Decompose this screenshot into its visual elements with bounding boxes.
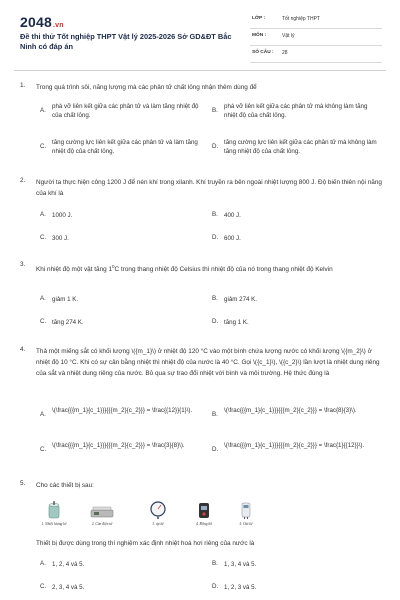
pressure-gauge-icon: [148, 500, 168, 520]
device-electronic-scale: [78, 500, 126, 532]
question-text: Cho các thiết bị sau:: [36, 482, 94, 489]
option-letter: C.: [40, 234, 47, 241]
option-letter: C.: [40, 318, 47, 325]
option-letter: B.: [212, 295, 218, 302]
header-divider: [14, 70, 386, 71]
option-text: tăng cường lực liên kết giữa các phân tử và làm tăng nhiệt độ của chất lỏng.: [52, 139, 198, 155]
meta-value: Vật lý: [282, 33, 295, 39]
option-letter: A.: [40, 411, 46, 418]
page-header: [0, 0, 400, 70]
option-letter: A.: [40, 211, 46, 218]
option-d[interactable]: [212, 441, 382, 461]
question-text: Thả một miếng sắt có khối lượng \({m_1}\) ở nhiệt độ 120 °C vào một bình chứa lượng nước có khối lượng \({m_2}\) ở nhiệt độ 10 °C. Khi có sự cân bằng nhiệt thì nhiệt độ của nước là 40 °C. Gọi \({c_1}\), \({c_2}\) lần lượt là nhiệt dung riêng của sắt và nhiệt dung riêng của nước. Bỏ qua sự trao đổi nhiệt với bình và môi trường. Hệ thức đúng là: [36, 348, 380, 377]
device-wattmeter: [222, 500, 270, 532]
option-text: \(\frac{{{m_1}{c_1}}}{{{m_2}{c_2}}} = \frac{3}{8}\).: [52, 442, 185, 449]
device-caption: 5. Oát kế: [239, 522, 253, 526]
option-text: 2, 3, 4 và 5.: [52, 584, 85, 591]
option-text: 300 J.: [52, 235, 69, 242]
option-letter: C.: [40, 446, 47, 453]
option-letter: D.: [212, 446, 219, 453]
question-text: Trong quá trình sôi, năng lượng mà các phân tử chất lỏng nhận thêm dùng để: [36, 84, 257, 91]
option-letter: C.: [40, 583, 47, 590]
option-d[interactable]: [212, 138, 382, 158]
question-number: 1.: [20, 82, 26, 89]
option-letter: A.: [40, 295, 46, 302]
meta-key: SỐ CÂU :: [252, 50, 274, 55]
option-text: phá vỡ liên kết giữa các phân tử mà không làm tăng nhiệt độ của chất lỏng.: [224, 103, 368, 119]
scale-icon: [89, 500, 115, 520]
option-text: 1, 2, 3 và 5.: [224, 584, 257, 591]
device-caption: 2. Cân điện tử: [91, 522, 113, 526]
option-letter: A.: [40, 560, 46, 567]
option-letter: C.: [40, 143, 47, 150]
option-text: 400 J.: [224, 212, 241, 219]
option-letter: B.: [212, 560, 218, 567]
meta-key: LỚP :: [252, 16, 266, 21]
stopwatch-icon: [194, 500, 214, 520]
option-letter: B.: [212, 411, 218, 418]
option-text: \(\frac{{{m_1}{c_1}}}{{{m_2}{c_2}}} = \frac{1}{{12}}\).: [224, 442, 365, 449]
device-caption: 4. Đồng hồ: [195, 522, 213, 526]
question-text: Người ta thực hiện công 1200 J để nén khí trong xilanh. Khí truyền ra bên ngoài nhiệt lượng 800 J. Độ biến thiên nội năng của khí là: [36, 179, 382, 197]
option-letter: D.: [212, 234, 219, 241]
question-number: 2.: [20, 177, 26, 184]
option-c[interactable]: [40, 441, 205, 461]
option-text: \(\frac{{{m_1}{c_1}}}{{{m_2}{c_2}}} = \frac{{12}}{1}\).: [52, 407, 193, 414]
meta-row-count: [250, 46, 382, 63]
option-letter: B.: [212, 107, 218, 114]
meta-info-table: [250, 12, 382, 63]
option-a[interactable]: [40, 102, 200, 122]
option-c[interactable]: [40, 138, 200, 158]
option-letter: A.: [40, 107, 46, 114]
option-letter: D.: [212, 583, 219, 590]
device-calorimeter: [30, 500, 78, 532]
question-number: 4.: [20, 346, 26, 353]
question-number: 3.: [20, 261, 26, 268]
device-caption: 1. Nhiệt lượng kế: [41, 522, 67, 526]
option-text: 1, 2, 4 và 5.: [52, 561, 85, 568]
document-title: Đề thi thử Tốt nghiệp THPT Vật lý 2025-2026 Sở GD&ĐT Bắc Ninh có đáp án: [20, 32, 232, 51]
devices-strip: [30, 500, 270, 532]
option-b[interactable]: [212, 102, 382, 122]
option-letter: D.: [212, 143, 219, 150]
meta-value: Tốt nghiệp THPT: [282, 16, 320, 22]
meta-row-class: [250, 12, 382, 29]
option-text: 1, 3, 4 và 5.: [224, 561, 257, 568]
option-text: tăng 1 K.: [224, 319, 249, 326]
question-text: Thiết bị được dùng trong thí nghiệm xác định nhiệt hoá hơi riêng của nước là: [36, 540, 255, 547]
option-text: phá vỡ liên kết giữa các phân tử và làm tăng nhiệt độ của chất lỏng.: [52, 103, 199, 119]
question-text-part: Khi nhiệt độ một vật tăng 1: [36, 266, 113, 274]
option-text: 600 J.: [224, 235, 241, 242]
option-letter: B.: [212, 211, 218, 218]
option-text: tăng cường lực liên kết giữa các phân tử mà không làm tăng nhiệt độ của chất lỏng.: [224, 139, 377, 155]
logo-number: 2048: [20, 14, 52, 30]
superscript-degree: 0: [112, 264, 115, 269]
question-text: [36, 261, 384, 275]
option-text: 1000 J.: [52, 212, 73, 219]
option-text: giảm 1 K.: [52, 296, 79, 303]
option-text: giảm 274 K.: [224, 296, 258, 303]
option-text: tăng 274 K.: [52, 319, 84, 326]
meta-row-subject: [250, 29, 382, 46]
device-pressure-gauge: [134, 500, 182, 532]
option-a[interactable]: [40, 406, 205, 426]
meta-value: 28: [282, 50, 288, 56]
option-letter: D.: [212, 318, 219, 325]
wattmeter-icon: [236, 500, 256, 520]
question-text-part: C trong thang nhiệt độ Celsius thì nhiệt độ của nó trong thang nhiệt độ Kelvin: [114, 266, 333, 274]
option-b[interactable]: [212, 406, 382, 426]
calorimeter-icon: [44, 500, 64, 520]
site-logo[interactable]: [20, 14, 64, 30]
logo-domain: .vn: [52, 22, 64, 29]
device-clock: [180, 500, 228, 532]
device-caption: 3. áp kế: [152, 522, 164, 526]
question-number: 5.: [20, 480, 26, 487]
option-text: \(\frac{{{m_1}{c_1}}}{{{m_2}{c_2}}} = \frac{8}{3}\).: [224, 407, 357, 414]
meta-key: MÔN :: [252, 33, 267, 38]
